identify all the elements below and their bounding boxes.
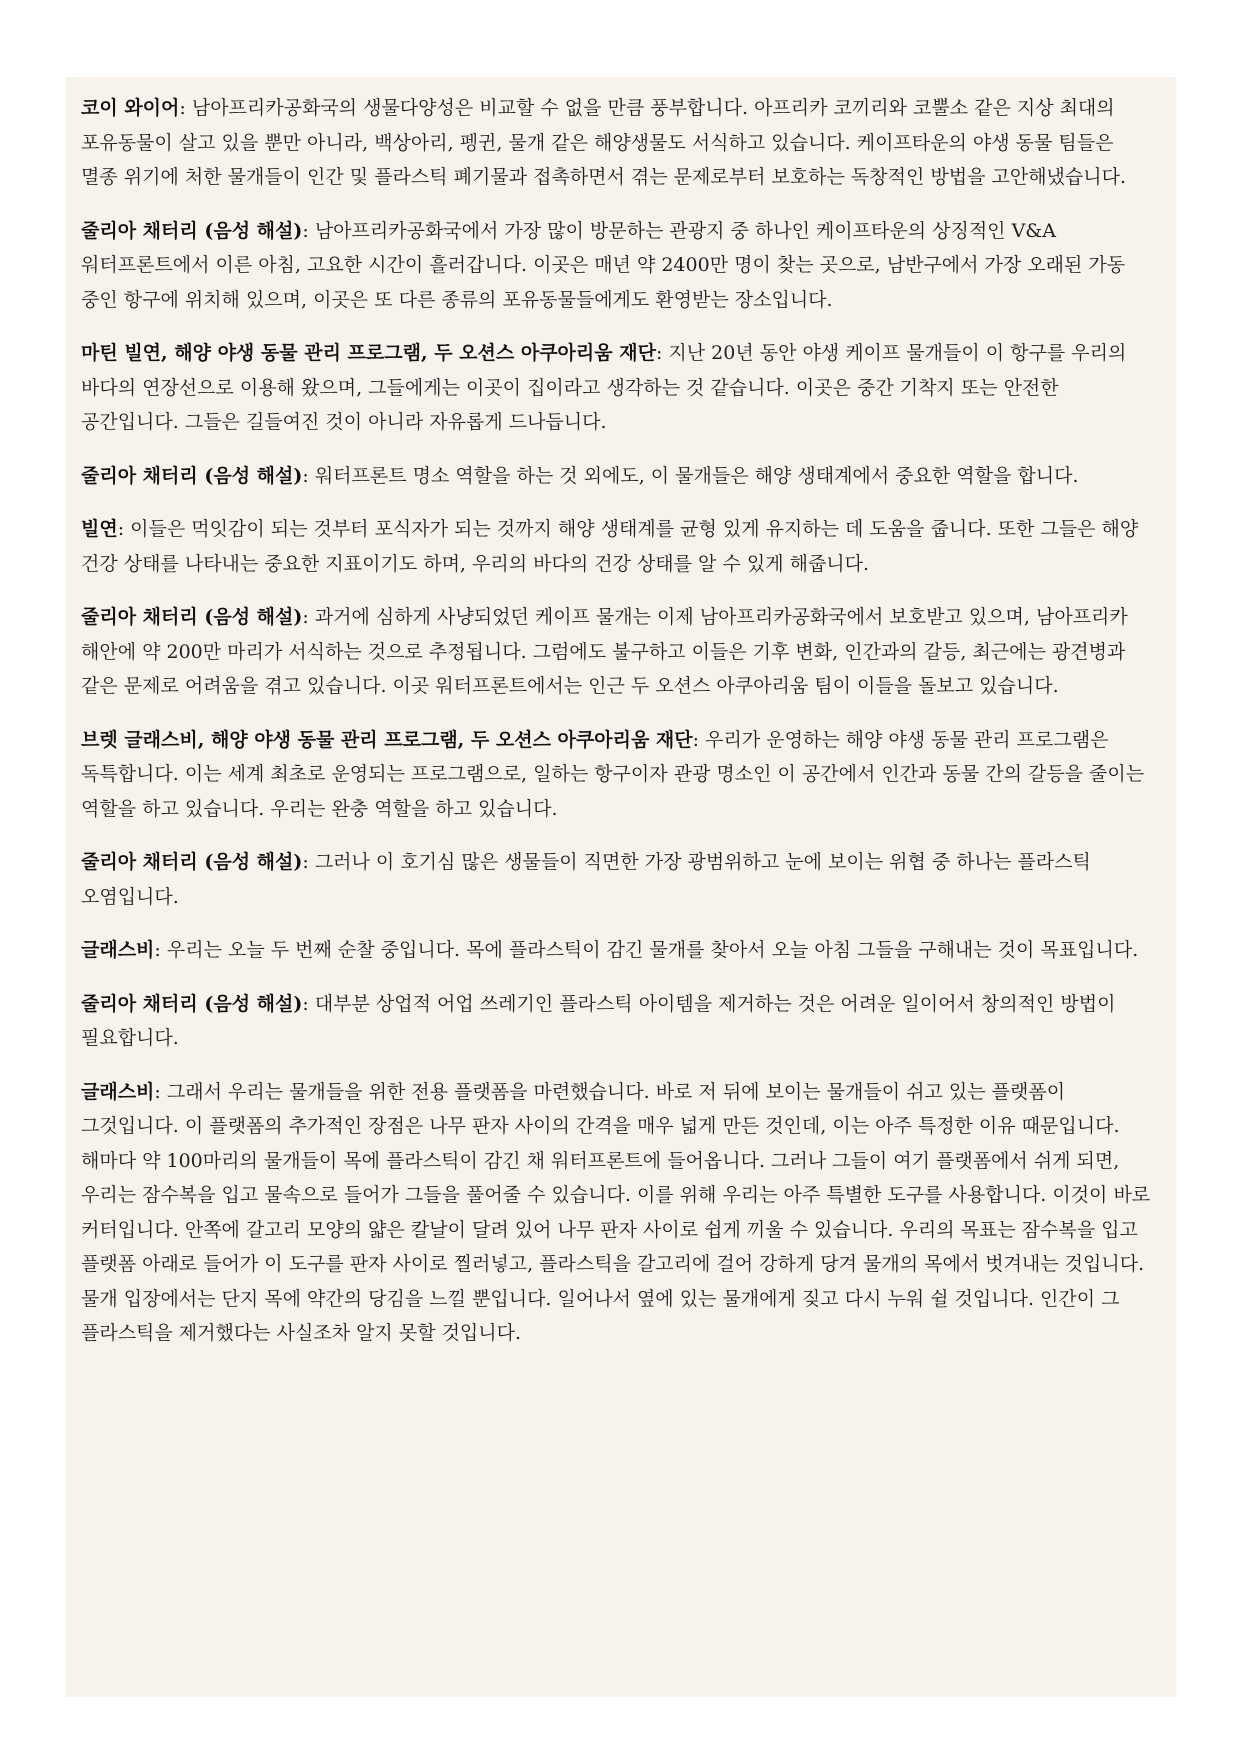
transcript-paragraph: 브렛 글래스비, 해양 야생 동물 관리 프로그램, 두 오션스 아쿠아리움 재단: 우리가 운영하는 해양 야생 동물 관리 프로그램은 독특합니다. 이는 세계 최초로 운영되는 프로그램으로, 일하는 항구이자 관광 명소인 이 공간에서 인간과 동물 간의 갈등을 줄이는 역할을 하고 있습니다. 우리는 완충 역할을 하고 있습니다. <box>81 728 1145 820</box>
transcript-paragraph: 코이 와이어: 남아프리카공화국의 생물다양성은 비교할 수 없을 만큼 풍부합니다. 아프리카 코끼리와 코뿔소 같은 지상 최대의 포유동물이 살고 있을 뿐만 아니라, 백상아리, 펭귄, 물개 같은 해양생물도 서식하고 있습니다. 케이프타운의 야생 동물 팀들은 멸종 위기에 처한 물개들이 인간 및 플라스틱 폐기물과 접촉하면서 겪는 문제로부터 보호하는 독창적인 방법을 고안해냈습니다. <box>81 97 1127 188</box>
transcript-paragraph: 줄리아 채터리 (음성 해설): 워터프론트 명소 역할을 하는 것 외에도, 이 물개들은 해양 생태계에서 중요한 역할을 합니다. <box>81 464 1079 487</box>
paragraph-text: 남아프리카공화국에서 가장 많이 방문하는 관광지 중 하나인 케이프타운의 상징적인 V&A 워터프론트에서 이른 아침, 고요한 시간이 흘러갑니다. 이곳은 매년 약 2400만 명이 찾는 곳으로, 남반구에서 가장 오래된 가동 중인 항구에 위치해 있으며, 이곳은 또 다른 종류의 포유동물들에게도 환영받는 장소입니다. <box>81 219 1126 311</box>
paragraph-text: 워터프론트 명소 역할을 하는 것 외에도, 이 물개들은 해양 생태계에서 중요한 역할을 합니다. <box>314 464 1079 487</box>
paragraph-text: 이들은 먹잇감이 되는 것부터 포식자가 되는 것까지 해양 생태계를 균형 있게 유지하는 데 도움을 줍니다. 또한 그들은 해양 건강 상태를 나타내는 중요한 지표이기도 하며, 우리의 바다의 건강 상태를 알 수 있게 해줍니다. <box>81 518 1139 575</box>
speaker-name: 줄리아 채터리 (음성 해설) <box>81 464 303 487</box>
paragraph-text: 지난 20년 동안 야생 케이프 물개들이 이 항구를 우리의 바다의 연장선으로 이용해 왔으며, 그들에게는 이곳이 집이라고 생각하는 것 같습니다. 이곳은 중간 기착지 또는 안전한 공간입니다. 그들은 길들여진 것이 아니라 자유롭게 드나듭니다. <box>81 342 1127 433</box>
speaker-name: 코이 와이어 <box>81 97 180 119</box>
paragraph-text: 우리는 오늘 두 번째 순찰 중입니다. 목에 플라스틱이 감긴 물개를 찾아서 오늘 아침 그들을 구해내는 것이 목표입니다. <box>166 939 1139 961</box>
transcript-paragraph: 줄리아 채터리 (음성 해설): 과거에 심하게 사냥되었던 케이프 물개는 이제 남아프리카공화국에서 보호받고 있으며, 남아프리카 해안에 약 200만 마리가 서식하는 것으로 추정됩니다. 그럼에도 불구하고 이들은 기후 변화, 인간과의 갈등, 최근에는 광견병과 같은 문제로 어려움을 겪고 있습니다. 이곳 워터프론트에서는 인근 두 오션스 아쿠아리움 팀이 이들을 돌보고 있습니다. <box>81 606 1128 697</box>
speaker-name: 브렛 글래스비, 해양 야생 동물 관리 프로그램, 두 오션스 아쿠아리움 재단 <box>81 728 693 751</box>
transcript-paragraph: 빌연: 이들은 먹잇감이 되는 것부터 포식자가 되는 것까지 해양 생태계를 균형 있게 유지하는 데 도움을 줍니다. 또한 그들은 해양 건강 상태를 나타내는 중요한 지표이기도 하며, 우리의 바다의 건강 상태를 알 수 있게 해줍니다. <box>81 518 1139 575</box>
speaker-name: 줄리아 채터리 (음성 해설) <box>81 219 303 242</box>
transcript-paragraph: 마틴 빌연, 해양 야생 동물 관리 프로그램, 두 오션스 아쿠아리움 재단: 지난 20년 동안 야생 케이프 물개들이 이 항구를 우리의 바다의 연장선으로 이용해 왔으며, 그들에게는 이곳이 집이라고 생각하는 것 같습니다. 이곳은 중간 기착지 또는 안전한 공간입니다. 그들은 길들여진 것이 아니라 자유롭게 드나듭니다. <box>81 342 1127 433</box>
paragraph-text: 그래서 우리는 물개들을 위한 전용 플랫폼을 마련했습니다. 바로 저 뒤에 보이는 물개들이 쉬고 있는 플랫폼이 그것입니다. 이 플랫폼의 추가적인 장점은 나무 판자 사이의 간격을 매우 넓게 만든 것인데, 이는 아주 특정한 이유 때문입니다. 해마다 약 100마리의 물개들이 목에 플라스틱이 감긴 채 워터프론트에 들어옵니다. 그러나 그들이 여기 플랫폼에서 쉬게 되면, 우리는 잠수복을 입고 물속으로 들어가 그들을 풀어줄 수 있습니다. 이를 위해 우리는 아주 특별한 도구를 사용합니다. 이것이 바로 커터입니다. 안쪽에 갈고리 모양의 얇은 칼날이 달려 있어 나무 판자 사이로 쉽게 끼울 수 있습니다. 우리의 목표는 잠수복을 입고 플랫폼 아래로 들어가 이 도구를 판자 사이로 찔러넣고, 플라스틱을 갈고리에 걸어 강하게 당겨 물개의 목에서 벗겨내는 것입니다. 물개 입장에서는 단지 목에 약간의 당김을 느낄 뿐입니다. 일어나서 옆에 있는 물개에게 짖고 다시 누워 쉴 것입니다. 인간이 그 플라스틱을 제거했다는 사실조차 알지 못할 것입니다. <box>81 1080 1151 1344</box>
speaker-name: 글래스비 <box>81 939 155 961</box>
transcript-paragraph: 줄리아 채터리 (음성 해설): 그러나 이 호기심 많은 생물들이 직면한 가장 광범위하고 눈에 보이는 위협 중 하나는 플라스틱 오염입니다. <box>81 851 1091 908</box>
transcript-paragraph: 글래스비: 우리는 오늘 두 번째 순찰 중입니다. 목에 플라스틱이 감긴 물개를 찾아서 오늘 아침 그들을 구해내는 것이 목표입니다. <box>81 939 1139 961</box>
paragraph-text: 그러나 이 호기심 많은 생물들이 직면한 가장 광범위하고 눈에 보이는 위협 중 하나는 플라스틱 오염입니다. <box>81 851 1091 908</box>
paragraph-text: 과거에 심하게 사냥되었던 케이프 물개는 이제 남아프리카공화국에서 보호받고 있으며, 남아프리카 해안에 약 200만 마리가 서식하는 것으로 추정됩니다. 그럼에도 불구하고 이들은 기후 변화, 인간과의 갈등, 최근에는 광견병과 같은 문제로 어려움을 겪고 있습니다. 이곳 워터프론트에서는 인근 두 오션스 아쿠아리움 팀이 이들을 돌보고 있습니다. <box>81 606 1128 697</box>
paragraph-text: 우리가 운영하는 해양 야생 동물 관리 프로그램은 독특합니다. 이는 세계 최초로 운영되는 프로그램으로, 일하는 항구이자 관광 명소인 이 공간에서 인간과 동물 간의 갈등을 줄이는 역할을 하고 있습니다. 우리는 완충 역할을 하고 있습니다. <box>81 728 1145 820</box>
transcript-page <box>66 77 1176 1697</box>
speaker-name: 빌연 <box>81 518 118 540</box>
transcript-paragraph: 줄리아 채터리 (음성 해설): 대부분 상업적 어업 쓰레기인 플라스틱 아이템을 제거하는 것은 어려운 일이어서 창의적인 방법이 필요합니다. <box>81 992 1116 1049</box>
speaker-name: 글래스비 <box>81 1080 155 1103</box>
transcript-paragraph: 글래스비: 그래서 우리는 물개들을 위한 전용 플랫폼을 마련했습니다. 바로 저 뒤에 보이는 물개들이 쉬고 있는 플랫폼이 그것입니다. 이 플랫폼의 추가적인 장점은 나무 판자 사이의 간격을 매우 넓게 만든 것인데, 이는 아주 특정한 이유 때문입니다. 해마다 약 100마리의 물개들이 목에 플라스틱이 감긴 채 워터프론트에 들어옵니다. 그러나 그들이 여기 플랫폼에서 쉬게 되면, 우리는 잠수복을 입고 물속으로 들어가 그들을 풀어줄 수 있습니다. 이를 위해 우리는 아주 특별한 도구를 사용합니다. 이것이 바로 커터입니다. 안쪽에 갈고리 모양의 얇은 칼날이 달려 있어 나무 판자 사이로 쉽게 끼울 수 있습니다. 우리의 목표는 잠수복을 입고 플랫폼 아래로 들어가 이 도구를 판자 사이로 찔러넣고, 플라스틱을 갈고리에 걸어 강하게 당겨 물개의 목에서 벗겨내는 것입니다. 물개 입장에서는 단지 목에 약간의 당김을 느낄 뿐입니다. 일어나서 옆에 있는 물개에게 짖고 다시 누워 쉴 것입니다. 인간이 그 플라스틱을 제거했다는 사실조차 알지 못할 것입니다. <box>81 1080 1151 1344</box>
paragraph-text: 대부분 상업적 어업 쓰레기인 플라스틱 아이템을 제거하는 것은 어려운 일이어서 창의적인 방법이 필요합니다. <box>81 992 1116 1049</box>
speaker-name: 마틴 빌연, 해양 야생 동물 관리 프로그램, 두 오션스 아쿠아리움 재단 <box>81 342 656 364</box>
paragraph-text: 남아프리카공화국의 생물다양성은 비교할 수 없을 만큼 풍부합니다. 아프리카 코끼리와 코뿔소 같은 지상 최대의 포유동물이 살고 있을 뿐만 아니라, 백상아리, 펭귄, 물개 같은 해양생물도 서식하고 있습니다. 케이프타운의 야생 동물 팀들은 멸종 위기에 처한 물개들이 인간 및 플라스틱 폐기물과 접촉하면서 겪는 문제로부터 보호하는 독창적인 방법을 고안해냈습니다. <box>81 97 1127 188</box>
speaker-name: 줄리아 채터리 (음성 해설) <box>81 851 303 873</box>
speaker-name: 줄리아 채터리 (음성 해설) <box>81 606 303 628</box>
transcript-paragraph: 줄리아 채터리 (음성 해설): 남아프리카공화국에서 가장 많이 방문하는 관광지 중 하나인 케이프타운의 상징적인 V&A 워터프론트에서 이른 아침, 고요한 시간이 흘러갑니다. 이곳은 매년 약 2400만 명이 찾는 곳으로, 남반구에서 가장 오래된 가동 중인 항구에 위치해 있으며, 이곳은 또 다른 종류의 포유동물들에게도 환영받는 장소입니다. <box>81 219 1126 311</box>
speaker-name: 줄리아 채터리 (음성 해설) <box>81 992 303 1015</box>
